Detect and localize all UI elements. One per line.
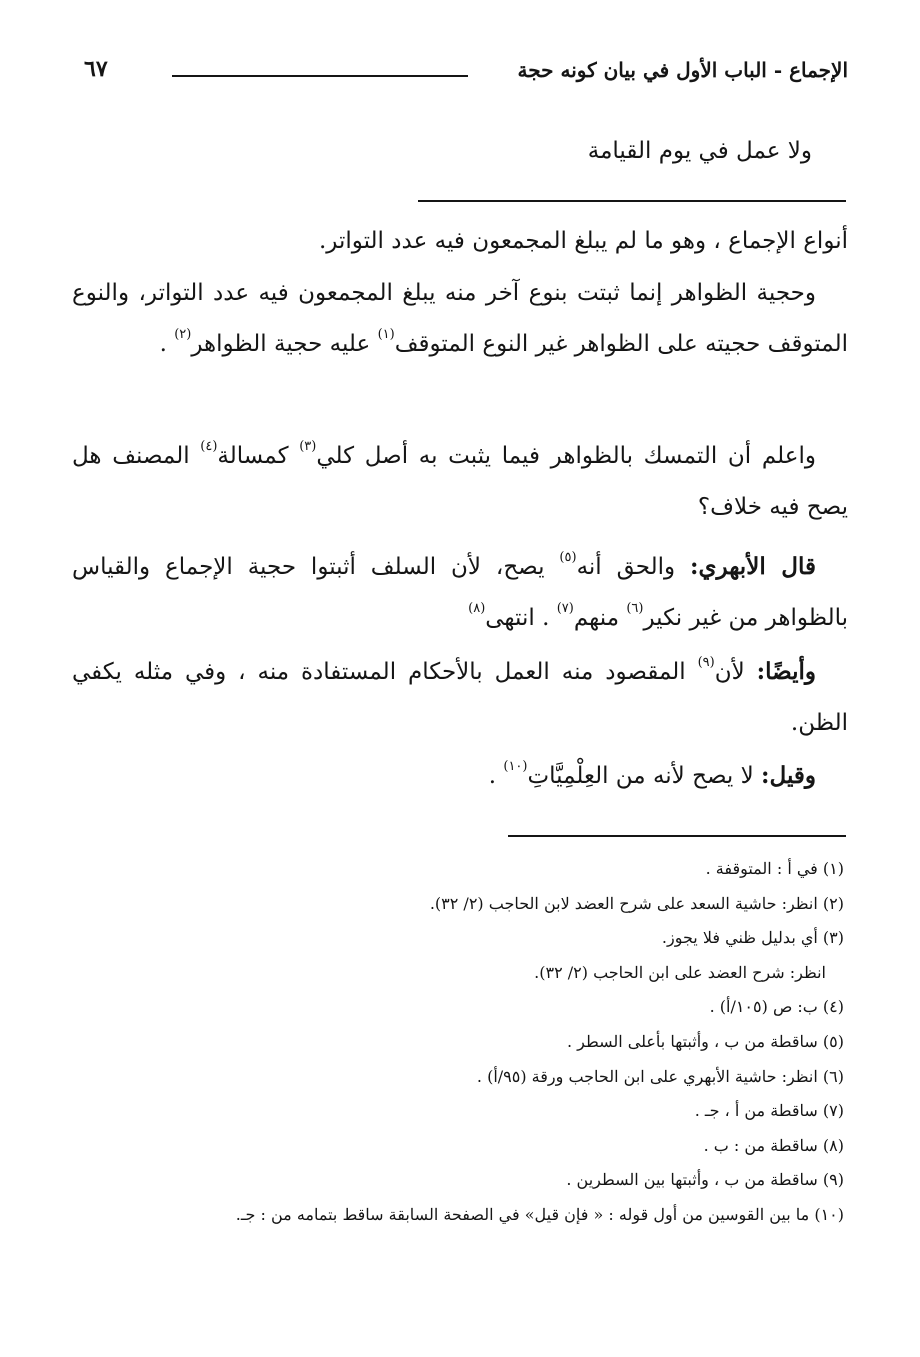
paragraph-4 [72, 541, 848, 644]
paragraph-5 [72, 646, 848, 749]
paragraph-5-part-2: المقصود منه العمل بالأحكام المستفادة منه ، وفي مثله يكفي الظن. [72, 659, 848, 736]
paragraph-3 [72, 431, 848, 533]
paragraph-3-part-1: واعلم أن التمسك بالظواهر فيما يثبت به أصل كلي [316, 443, 816, 469]
footnote-4: (٤) ب: ص (١٠٥/أ) . [709, 997, 844, 1017]
paragraph-6-part-2: . [488, 763, 504, 789]
footnote-5: (٥) ساقطة من ب ، وأثبتها بأعلى السطر . [566, 1031, 844, 1051]
paragraph-4-text [72, 541, 848, 644]
paragraph-1-text: أنواع الإجماع ، وهو ما لم يبلغ المجمعون فيه عدد التواتر. [318, 228, 848, 254]
running-header-title: الإجماع - الباب الأول في بيان كونه حجة [517, 58, 848, 82]
paragraph-6-part-1: لا يصح لأنه من العِلْمِيَّاتِ [527, 763, 762, 789]
footnote-marker-10[interactable]: (١٠) [503, 759, 528, 774]
footnote-10: (١٠) ما بين القوسين من أول قوله : « فإن قيل» في الصفحة السابقة ساقط بتمامه من : جـ. [235, 1204, 844, 1224]
footnote-marker-8[interactable]: (٨) [468, 601, 486, 616]
paragraph-4-part-4: . انتهى [485, 605, 557, 631]
footnote-6: (٦) انظر: حاشية الأبهري على ابن الحاجب ورقة (٩٥/أ) . [476, 1066, 844, 1086]
paragraph-6 [72, 750, 848, 802]
footnote-marker-9[interactable]: (٩) [697, 655, 715, 670]
paragraph-5-part-1: لأن [714, 659, 757, 685]
footnote-marker-3[interactable]: (٣) [299, 439, 317, 454]
paragraph-4-part-1: والحق أنه [576, 554, 691, 580]
paragraph-3-text [72, 431, 848, 533]
paragraph-4-part-2: يصح، لأن السلف أثبتوا حجية الإجماع والقياس بالظواهر من غير نكير [72, 554, 848, 631]
paragraph-2-part-3: . [159, 331, 175, 357]
continued-line: ولا عمل في يوم القيامة [587, 138, 812, 164]
paragraph-5-lead: وأيضًا: [756, 658, 816, 685]
paragraph-6-text [72, 750, 848, 802]
footnote-marker-5[interactable]: (٥) [559, 550, 577, 565]
paragraph-6-lead: وقيل: [761, 762, 816, 789]
footnote-3-continuation: انظر: شرح العضد على ابن الحاجب (٢/ ٣٢). [534, 962, 826, 982]
footnote-marker-1[interactable]: (١) [377, 327, 395, 342]
footnotes-block [84, 852, 844, 1233]
section-separator-rule [418, 200, 846, 202]
paragraph-3-part-2: كمسالة [217, 443, 300, 469]
footnote-separator-rule [508, 835, 846, 837]
footnote-marker-6[interactable]: (٦) [626, 601, 644, 616]
footnote-2: (٢) انظر: حاشية السعد على شرح العضد لابن الحاجب (٢/ ٣٢). [429, 893, 844, 913]
footnote-1: (١) في أ : المتوقفة . [705, 859, 844, 878]
paragraph-3-part-3: المصنف هل يصح فيه خلاف؟ [72, 443, 848, 520]
footnote-3: (٣) أي بدليل ظني فلا يجوز. [661, 928, 844, 948]
footnote-marker-4[interactable]: (٤) [200, 439, 218, 454]
paragraph-1 [72, 216, 848, 267]
footnote-7: (٧) ساقطة من أ ، جـ . [694, 1101, 844, 1121]
paragraph-5-text [72, 646, 848, 749]
footnote-marker-7[interactable]: (٧) [556, 601, 574, 616]
paragraph-2-part-1: وحجية الظواهر إنما ثبتت بنوع آخر منه يبلغ المجمعون فيه عدد التواتر، والنوع المتوقف حجيته على الظواهر غير النوع المتوقف [72, 280, 848, 357]
paragraph-2-part-2: عليه حجية الظواهر [191, 331, 378, 357]
paragraph-2-text [72, 268, 848, 370]
page-number: ٦٧ [84, 56, 108, 82]
footnote-9: (٩) ساقطة من ب ، وأثبتها بين السطرين . [566, 1170, 844, 1190]
header-rule [172, 75, 468, 77]
paragraph-4-lead: قال الأبهري: [690, 553, 817, 580]
footnote-8: (٨) ساقطة من : ب . [703, 1135, 844, 1155]
paragraph-4-part-3: منهم [573, 605, 627, 631]
paragraph-2 [72, 268, 848, 370]
footnote-marker-2[interactable]: (٢) [174, 327, 192, 342]
